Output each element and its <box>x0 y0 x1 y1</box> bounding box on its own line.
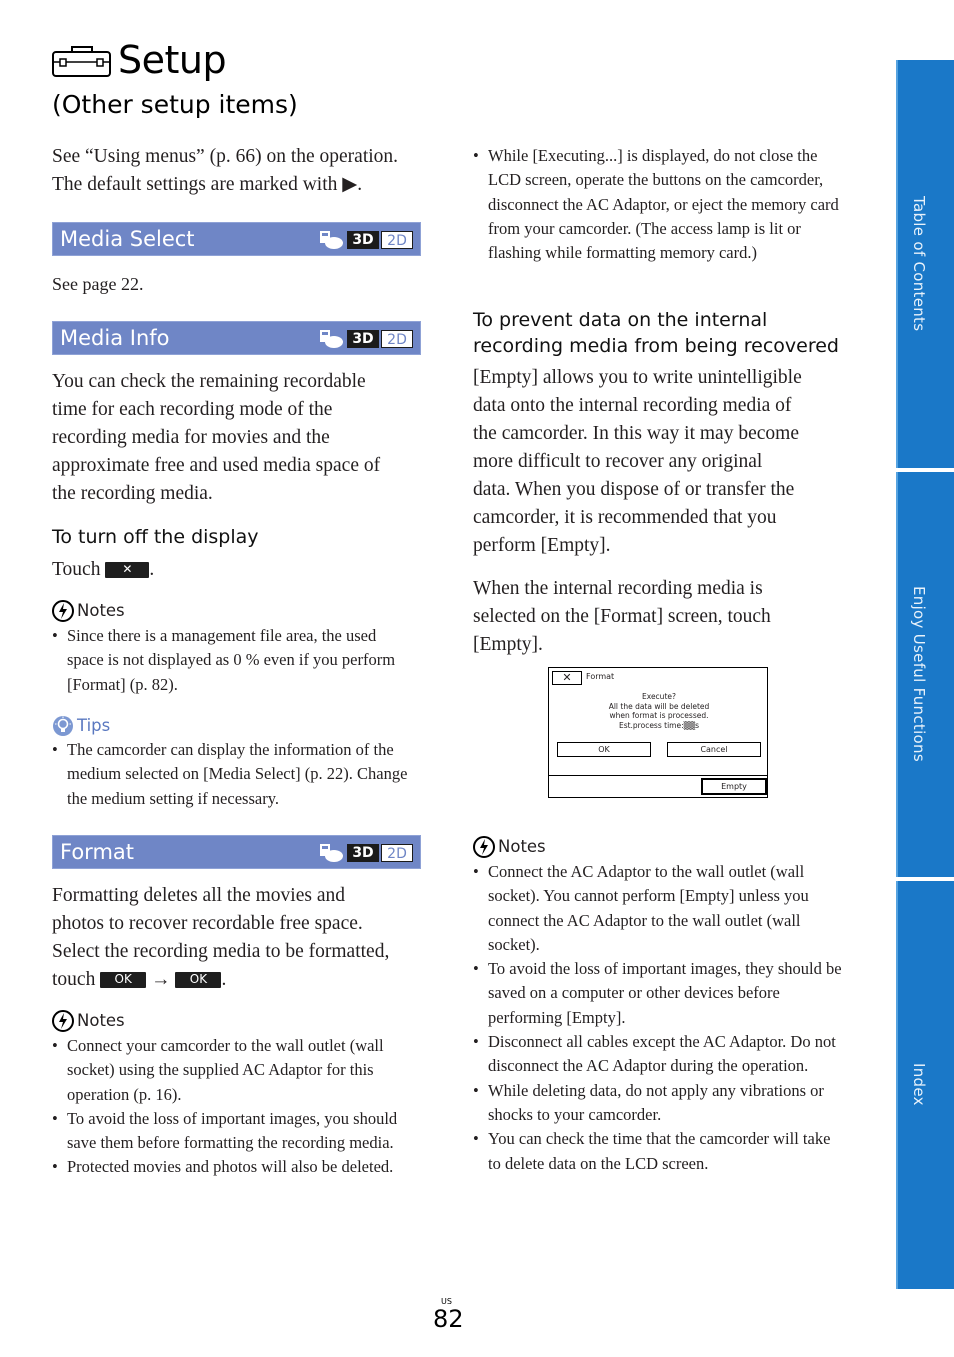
notes-heading <box>52 599 125 623</box>
empty-description <box>473 364 848 560</box>
section-bar-media-info <box>52 321 421 355</box>
page-subtitle: (Other setup items) <box>52 90 298 119</box>
notes-label: Notes <box>498 837 546 856</box>
lcd-format-screen <box>548 667 768 798</box>
body-line: the recording media. <box>52 483 213 504</box>
notes-warning-icon <box>52 1010 74 1032</box>
body-line: camcorder, it is recommended that you <box>473 507 777 528</box>
media-info-body <box>52 368 422 508</box>
format-body <box>52 882 427 994</box>
badge-3d: 3D <box>347 330 379 348</box>
lcd-message-line: Execute? <box>642 692 676 701</box>
badge-2d: 2D <box>381 844 413 862</box>
body-line: Formatting deletes all the movies and <box>52 885 345 906</box>
list-item: • You can check the time that the camcorder will take to delete data on the LCD screen. <box>473 1127 845 1176</box>
lcd-title: Format <box>586 672 615 681</box>
list-item: • While [Executing...] is displayed, do not close the LCD screen, operate the buttons on the camcorder, disconnect the AC Adaptor, or eject the memory card from your camcorder. (The access lamp is lit or flashing while formatting memory card.) <box>473 144 841 265</box>
tab-table-of-contents[interactable] <box>896 60 954 468</box>
notes-warning-icon <box>473 836 495 858</box>
body-line: [Empty]. <box>473 634 543 655</box>
tab-index[interactable] <box>896 881 954 1289</box>
body-line: selected on the [Format] screen, touch <box>473 606 771 627</box>
touch-ok-line <box>52 966 427 994</box>
section-bar-format <box>52 835 421 869</box>
lcd-message-line: All the data will be deleted <box>608 701 710 711</box>
lcd-ok-button: OK <box>557 742 651 757</box>
badge-2d: 2D <box>381 330 413 348</box>
media-info-notes <box>52 624 412 697</box>
body-line: data. When you dispose of or transfer the <box>473 479 795 500</box>
body-line: data onto the internal recording media of <box>473 395 792 416</box>
tips-heading <box>52 714 110 738</box>
subhead-line: To prevent data on the internal <box>473 309 768 331</box>
intro-line: See “Using menus” (p. 66) on the operation. <box>52 146 399 167</box>
tab-label: Index <box>910 1063 928 1106</box>
empty-notes <box>473 860 845 1176</box>
arrow-icon: → <box>151 969 171 990</box>
page-number: 82 <box>433 1305 464 1333</box>
format-notes <box>52 1034 424 1180</box>
lcd-close-button: ✕ <box>552 671 582 685</box>
mode-badges <box>318 328 413 350</box>
ok-button-glyph: OK <box>175 972 221 988</box>
intro-text <box>52 143 432 199</box>
list-item: • The camcorder can display the information of the medium selected on [Media Select] (p. 22). Change the medium setting if necessary. <box>52 738 417 811</box>
section-title: Media Info <box>60 326 170 350</box>
badge-3d: 3D <box>347 231 379 249</box>
period: . <box>221 969 227 990</box>
notes-heading <box>52 1009 125 1033</box>
list-item: • Connect your camcorder to the wall outlet (wall socket) using the supplied AC Adaptor for this operation (p. 16). <box>52 1034 424 1107</box>
period: . <box>149 559 155 580</box>
body-line: You can check the remaining recordable <box>52 371 366 392</box>
intro-line: The default settings are marked with ▶. <box>52 174 363 195</box>
list-item: • Since there is a management file area, the used space is not displayed as 0 % even if you perform [Format] (p. 82). <box>52 624 412 697</box>
mode-badges <box>318 229 413 251</box>
body-line: time for each recording mode of the <box>52 399 333 420</box>
lcd-message-line: Est.process time:▒▒s <box>618 720 700 730</box>
list-item: • Disconnect all cables except the AC Adaptor. Do not disconnect the AC Adaptor during the operation. <box>473 1030 845 1079</box>
subhead-line: recording media from being recovered <box>473 335 839 357</box>
tips-label: Tips <box>77 716 111 735</box>
body-line: the camcorder. In this way it may become <box>473 423 799 444</box>
subhead-turn-off-display: To turn off the display <box>52 526 259 548</box>
section-bar-media-select <box>52 222 421 256</box>
body-line: photos to recover recordable free space. <box>52 913 363 934</box>
section-title: Format <box>60 840 135 864</box>
lcd-cancel-button: Cancel <box>667 742 761 757</box>
body-line: When the internal recording media is <box>473 578 763 599</box>
list-item: • While deleting data, do not apply any vibrations or shocks to your camcorder. <box>473 1079 845 1128</box>
body-line: Select the recording media to be formatted, <box>52 941 390 962</box>
ok-button-glyph: OK <box>100 972 146 988</box>
lcd-divider <box>549 775 767 776</box>
touch-label: Touch <box>52 559 101 580</box>
lcd-message <box>549 692 769 730</box>
memory-media-icon <box>318 842 344 864</box>
list-item: • Connect the AC Adaptor to the wall outlet (wall socket). You cannot perform [Empty] unless you connect the AC Adaptor to the wall outlet (wall socket). <box>473 860 845 957</box>
body-line: perform [Empty]. <box>473 535 611 556</box>
lcd-message-line: when format is processed. <box>609 711 709 720</box>
tab-enjoy-useful-functions[interactable] <box>896 472 954 877</box>
list-item: • To avoid the loss of important images, they should be saved on a computer or other devices before performing [Empty]. <box>473 957 845 1030</box>
body-line: more difficult to recover any original <box>473 451 763 472</box>
tab-label: Table of Contents <box>910 196 928 332</box>
section-title: Media Select <box>60 227 195 251</box>
touch-instruction <box>52 556 154 584</box>
badge-2d: 2D <box>381 231 413 249</box>
media-select-body: See page 22. <box>52 274 144 294</box>
list-item: • To avoid the loss of important images, you should save them before formatting the recording media. <box>52 1107 424 1156</box>
tab-label: Enjoy Useful Functions <box>910 586 928 762</box>
mode-badges <box>318 842 413 864</box>
subhead-prevent-recovery <box>473 307 853 359</box>
memory-media-icon <box>318 229 344 251</box>
page-title: Setup <box>118 38 227 82</box>
notes-label: Notes <box>77 1011 125 1030</box>
region-code: US <box>441 1297 452 1306</box>
notes-heading <box>473 835 546 859</box>
memory-media-icon <box>318 328 344 350</box>
executing-note <box>473 144 841 265</box>
badge-3d: 3D <box>347 844 379 862</box>
toolbox-icon <box>52 44 112 78</box>
body-line: [Empty] allows you to write unintelligible <box>473 367 802 388</box>
list-item: • Protected movies and photos will also be deleted. <box>52 1155 424 1179</box>
empty-instruction <box>473 575 848 659</box>
lcd-empty-button: Empty <box>701 778 767 795</box>
notes-warning-icon <box>52 600 74 622</box>
media-info-tips <box>52 738 417 811</box>
lightbulb-icon <box>52 715 74 737</box>
touch-label: touch <box>52 969 96 990</box>
body-line: approximate free and used media space of <box>52 455 381 476</box>
body-line: recording media for movies and the <box>52 427 330 448</box>
close-button-glyph: ✕ <box>105 562 149 578</box>
notes-label: Notes <box>77 601 125 620</box>
